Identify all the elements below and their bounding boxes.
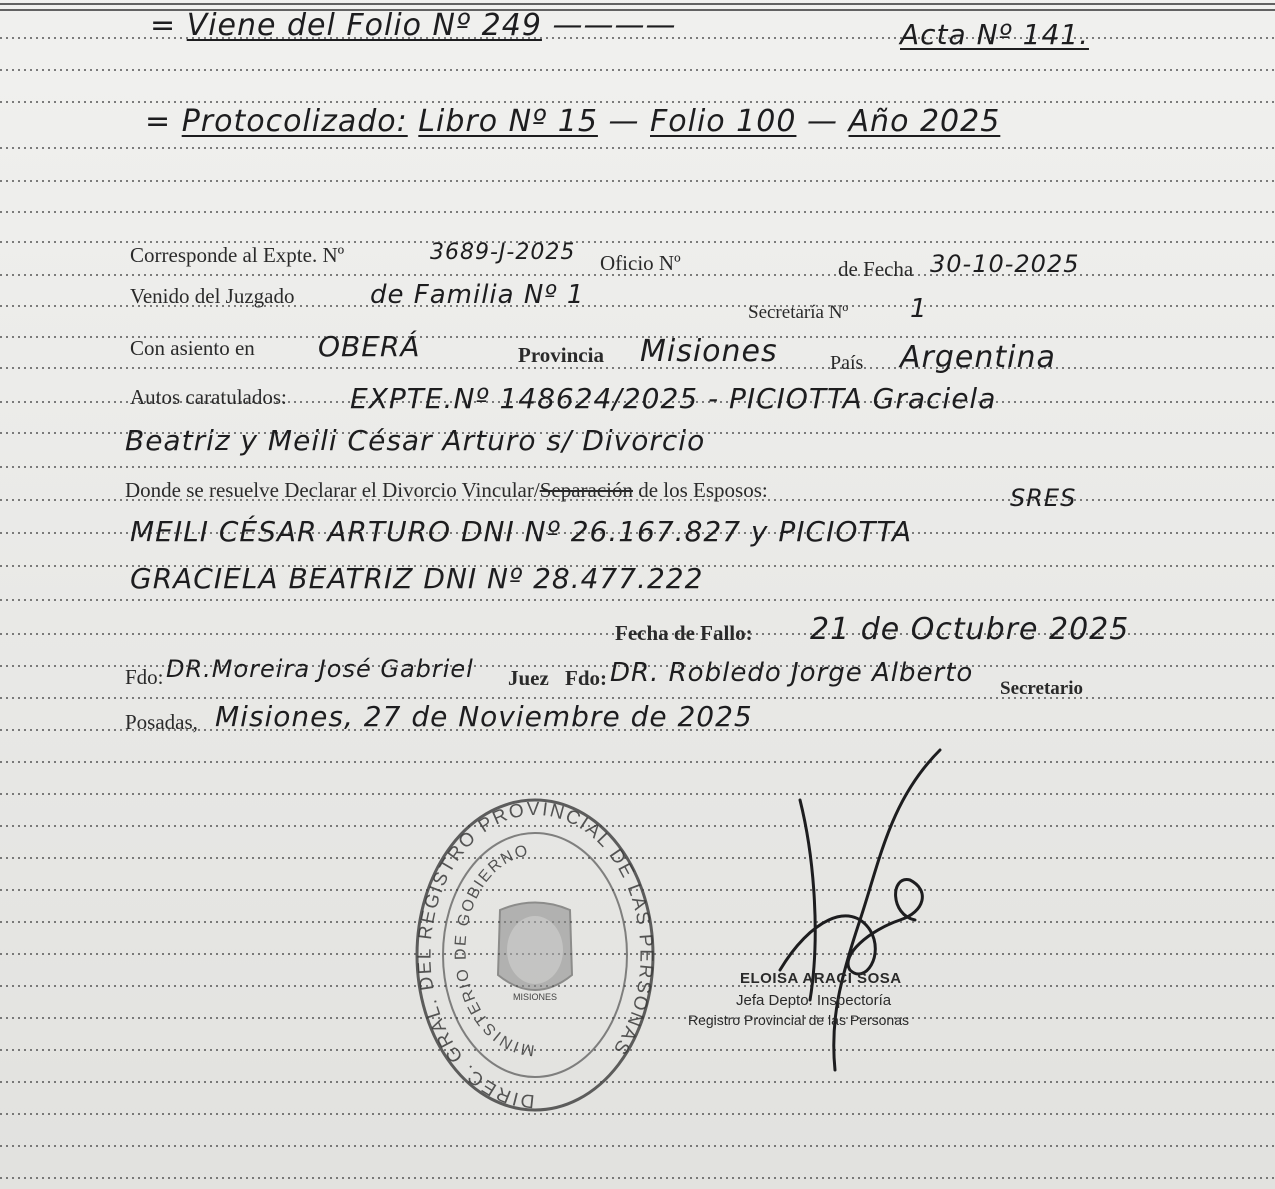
anio-value: Año 2025 xyxy=(848,104,1001,139)
handwritten-signature xyxy=(740,740,980,1100)
oficio-label: Oficio Nº xyxy=(600,251,681,275)
emblem-icon xyxy=(498,903,572,991)
fdo2-label: Fdo: xyxy=(565,666,607,690)
pais-label: País xyxy=(830,352,864,374)
asiento-value: OBERÁ xyxy=(318,330,421,363)
signer-office: Registro Provincial de las Personas xyxy=(688,1012,909,1028)
posadas-value: Misiones, 27 de Noviembre de 2025 xyxy=(215,700,753,733)
protocolizado-label: Protocolizado: xyxy=(181,104,408,139)
fdo-label: Fdo: xyxy=(125,665,164,689)
fecha-fallo-value: 21 de Octubre 2025 xyxy=(810,612,1130,647)
provincia-label: Provincia xyxy=(518,343,604,367)
pais-value: Argentina xyxy=(900,340,1056,375)
donde-label: Donde se resuelve Declarar el Divorcio Vincular/Separación de los Esposos: xyxy=(125,478,768,502)
esposos-line1: MEILI CÉSAR ARTURO DNI Nº 26.167.827 y PICIOTTA xyxy=(130,515,913,548)
fecha-label: de Fecha xyxy=(838,257,914,281)
posadas-label: Posadas, xyxy=(125,710,198,734)
asiento-label: Con asiento en xyxy=(130,336,255,360)
official-seal xyxy=(410,790,660,1120)
autos-value-line1: EXPTE.Nº 148624/2025 - PICIOTTA Graciela xyxy=(350,382,997,415)
provincia-value: Misiones xyxy=(640,334,778,369)
autos-value-line2: Beatriz y Meili César Arturo s/ Divorcio xyxy=(125,424,706,457)
secretaria-value: 1 xyxy=(910,294,928,324)
acta-number: Acta Nº 141. xyxy=(900,18,1089,51)
folio-value: Folio 100 xyxy=(650,104,797,139)
libro-value: Libro Nº 15 xyxy=(418,104,598,139)
juez-value: DR.Moreira José Gabriel xyxy=(166,655,474,683)
secretario-value: DR. Robledo Jorge Alberto xyxy=(610,658,974,688)
esposos-value-start: SRES xyxy=(1010,484,1077,512)
esposos-line2: GRACIELA BEATRIZ DNI Nº 28.477.222 xyxy=(130,562,704,595)
signer-title: Jefa Depto. Inspectoría xyxy=(736,992,892,1009)
signer-name: ELOISA ARACI SOSA xyxy=(740,970,902,987)
protocolizado-line: = Protocolizado: Libro Nº 15 — Folio 100 — Año 2025 xyxy=(145,104,1001,139)
seal-outer-text: DIREC. GRAL. DEL REGISTRO PROVINCIAL DE LAS PERSONAS xyxy=(414,798,657,1112)
viene-del-folio: = Viene del Folio Nº 249 ———— xyxy=(150,8,677,43)
separacion-struck: Separación xyxy=(539,478,633,502)
emblem-text: MISIONES xyxy=(512,992,558,1002)
expte-value: 3689-J-2025 xyxy=(430,240,576,265)
seal-inner-text: MINISTERIO DE GOBIERNO xyxy=(452,842,536,1059)
secretario-label: Secretario xyxy=(1000,678,1083,699)
juez-label: Juez xyxy=(508,666,549,690)
juzgado-value: de Familia Nº 1 xyxy=(370,280,585,310)
corresponde-label: Corresponde al Expte. Nº xyxy=(130,243,345,267)
autos-label: Autos caratulados: xyxy=(130,385,287,409)
fecha-fallo-label: Fecha de Fallo: xyxy=(615,621,753,645)
venido-label: Venido del Juzgado xyxy=(130,284,295,308)
secretaria-label: Secretaría Nº xyxy=(748,302,849,323)
fecha-value: 30-10-2025 xyxy=(930,250,1080,278)
